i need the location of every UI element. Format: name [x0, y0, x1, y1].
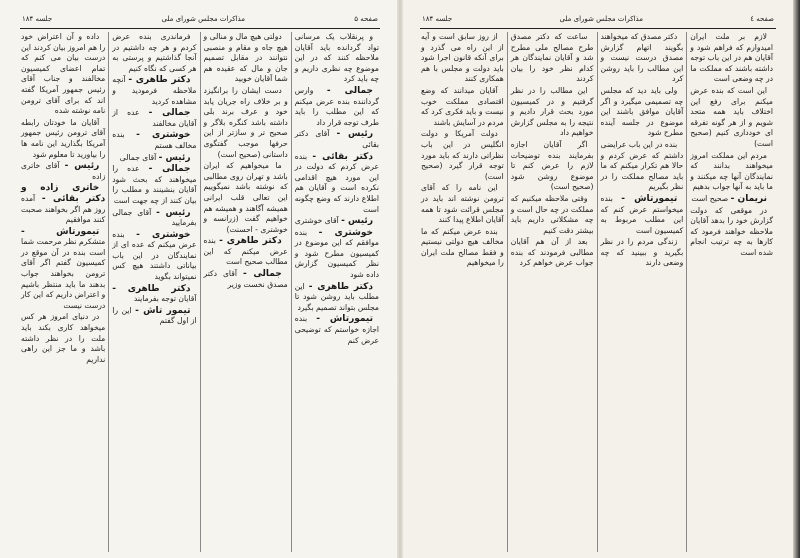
paragraph-text: متشکرم نظر مرحمت شما است بنده در آن موقع در کمیسیون گفتم اگر آقای ترومن بخواهند جواب بدهند ما باید منتظر باشیم و اعتراض داریم که این کار درست نیست [21, 237, 106, 310]
paragraph-text: این مطلب باید روشن شود تا مجلس بتواند تصمیم بگیرد [294, 281, 379, 312]
text-columns [18, 32, 382, 552]
paragraph-text: وارس گرداننده بنده عرض میکنم که این مطلب را باید طرف توجه قرار داد [294, 85, 379, 127]
paragraph [690, 151, 773, 193]
paragraph-text: آقای دکتر مصدق نخست وزیر [203, 269, 288, 289]
paragraph-text: بنده در این باب عرایضی داشتم که عرض کردم و حالا هم تکرار میکنم که ما باید مصالح مملکت را در نظر بگیریم [600, 139, 684, 192]
paragraph [511, 32, 594, 85]
paragraph [112, 164, 196, 206]
paragraph [690, 194, 773, 205]
paragraph [511, 140, 594, 193]
paragraph-text: آمده روز هم اگر بخواهند صحبت کنند موافقیم [21, 193, 106, 225]
paragraph [601, 237, 684, 269]
paragraph [112, 153, 196, 164]
speaker-name: خاتری زاده و دکتر بقائی - [21, 183, 106, 204]
paragraph-text: در دنیای امروز هر کس میخواهد کاری بکند باید ملت را در نظر داشته باشد و ما جز این راهی نداریم [21, 312, 106, 364]
paragraph-text: آقایان ما خودتان رابطه آقای ترومن رئیس جمهور آمریکا بگذارید این نامه ها را بیاورید تا معلوم شود [21, 117, 106, 159]
speaker-name: تیمورتاش - [21, 226, 100, 237]
paragraph [112, 32, 196, 74]
paragraph [511, 194, 594, 236]
paragraph-text: بنده عرض میکنم که ما مخالف هیچ دولتی نیستیم و فقط مصالح ملت ایران را میخواهیم [421, 226, 504, 268]
header-rule [20, 28, 380, 29]
paragraph-text: این است که بنده عرض میکنم برای رفع این اختلاف باید همه متحد شویم و از هر گونه تفرقه ای خودداری کنیم (صحیح است) [690, 85, 773, 148]
speaker-name: خوشتری - [318, 227, 373, 238]
paragraph [295, 152, 379, 216]
paragraph [112, 130, 196, 151]
speaker-name: رئیس - [158, 152, 191, 163]
speaker-name: نریمان - [730, 193, 767, 204]
text-column [291, 32, 382, 552]
paragraph [204, 269, 288, 290]
paragraph [690, 32, 773, 85]
text-column [686, 32, 776, 552]
paragraph-text: این مطالب را در نظر گرفتیم و در کمیسیون مورد بحث قرار دادیم و نتیجه را به مجلس گزارش خواهیم داد [510, 85, 594, 138]
page-number: صفحه ٤ [750, 15, 774, 23]
paragraph-text: این نامه را که آقای ترومن نوشته اند باید در مجلس قرائت شود تا همه آقایان اطلاع پیدا کنند [421, 183, 504, 225]
paragraph-text: آقای جمالی بفرمایید [112, 207, 197, 228]
speaker-name: دکتر طاهری - [128, 75, 191, 86]
text-column [18, 32, 108, 552]
paragraph [295, 314, 379, 346]
header-rule [420, 28, 776, 29]
speaker-name: تیمورتاش - [621, 193, 678, 204]
speaker-name: دکتر بقائی - [312, 151, 373, 162]
speaker-name: رئیس - [341, 216, 373, 227]
paragraph [421, 86, 504, 128]
text-column [507, 32, 597, 552]
speaker-name: دکتر طاهری - [308, 281, 373, 292]
speaker-name: رئیس - [64, 161, 100, 172]
paragraph-text: بنده مخالف هستم [112, 130, 197, 150]
page-header [22, 13, 378, 25]
paragraph [112, 75, 196, 107]
paragraph-text: دولت آمریکا و دولت انگلیس در این باب نظراتی دارند که باید مورد توجه قرار گیرد (صحیح است) [421, 129, 504, 181]
page-header [422, 13, 774, 25]
paragraph-text: عده از آقایان مخالفند [112, 108, 197, 128]
paragraph [421, 183, 504, 225]
paragraph [21, 227, 105, 312]
paragraph [295, 32, 379, 85]
paragraph [112, 230, 196, 283]
paragraph [112, 306, 196, 327]
paragraph-text: بعد از آن هم آقایان مطالبی فرمودند که بنده جواب عرض خواهم کرد [510, 237, 594, 268]
paragraph-text: و پرنقلاب یک مرسانی تواد گردانده باید آقایان ملاحظه کنند که در این موضوع چه نظری داریم و چه باید کرد [294, 32, 379, 84]
paragraph [204, 32, 288, 85]
paragraph-text: آقایان توجه بفرمایند [133, 294, 197, 304]
session-number: جلسه ۱۸۴ [422, 15, 453, 23]
paragraph [112, 208, 196, 229]
paragraph-text: آقای دکتر بقائی [294, 129, 379, 149]
paragraph [295, 216, 379, 227]
paragraph-text: زندگی مردم را در نظر بگیرید و ببینید که چه وضعی دارند [600, 237, 684, 268]
paragraph-text: آنچه ملاحظه فرمودید و مشاهده کردید [112, 75, 197, 106]
paragraph-text: دکتر مصدق که میخواهند بگویند اتهام گزارش مصدق درست نیست و این مطالب را باید روشن کرد [600, 32, 684, 84]
text-column [108, 32, 199, 552]
text-column [418, 32, 507, 552]
publication-title: مذاکرات مجلس شورای ملی [161, 15, 245, 23]
paragraph [511, 237, 594, 269]
paragraph-text: دولتی هیچ مال و منالی و هیچ جاه و مقام و منصبی نتوانند در مقابل تصمیم جان و مال که عقیده هم شما آقایان خوبید [203, 32, 288, 84]
paragraph [204, 161, 288, 235]
paragraph [690, 206, 773, 259]
paragraph-text: داده و آن اعتراض خود را هم امروز بیان کردند این درست بیان می کنم که تمام اعضای کمیسیون مخالفند و جناب آقای رئیس جمهور آمریکا گفته اند که برای آقای ترومن نامه نوشته شده [21, 32, 106, 116]
speaker-name: رئیس - [156, 207, 191, 218]
paragraph-text: آقایان میدانند که وضع اقتصادی مملکت خوب نیست و باید فکری کرد که مردم در آسایش باشند [421, 85, 504, 127]
paragraph [112, 108, 196, 129]
paragraph [204, 236, 288, 268]
paragraph [511, 86, 594, 139]
paragraph-text: مردم این مملکت امروز میخواهند بدانند که نمایندگان آنها چه میکنند و ما باید به آنها جواب بدهیم [690, 150, 773, 192]
speaker-name: رئیس - [336, 129, 373, 140]
page-number: صفحه ۵ [354, 15, 378, 23]
paragraph-text: آقای خاتری زاده [21, 161, 106, 181]
session-number: جلسه ۱۸۴ [22, 15, 53, 23]
paragraph-text: ساعت که دکتر مصدق طرح مصالح ملی مطرح شد و آقایان نمایندگان هر کدام نظر خود را بیان کردند [510, 32, 594, 84]
speaker-name: دکتر طاهری - [219, 236, 282, 247]
paragraph [295, 228, 379, 281]
page-4 [400, 0, 800, 558]
binding-edge-shadow [793, 0, 800, 558]
paragraph-text: از روز سابق است و آیه از این راه می گذرد و برای آنکه قانون اجرا شود باید دولت و مجلس با هم همکاری کنند [421, 32, 504, 84]
paragraph [204, 86, 288, 160]
paragraph [421, 129, 504, 182]
paragraph [112, 284, 196, 305]
paragraph [21, 161, 105, 182]
text-columns [418, 32, 776, 552]
paragraph-text: بنده موافقم که این موضوع در کمیسیون مطرح شود و نظر کمیسیون گزارش داده شود [294, 227, 379, 280]
paragraph [295, 129, 379, 150]
paragraph [601, 194, 684, 236]
paragraph [421, 32, 504, 85]
paragraph-text: اگر آقایان اجازه بفرمایند بنده توضیحات لازم را عرض کنم تا موضوع روشن شود (صحیح است) [510, 139, 594, 192]
paragraph [21, 312, 105, 365]
paragraph-text: آقای جمالی [119, 152, 157, 162]
paragraph-text: بنده عرض میکنم که عده ای از نمایندگان در این باب بیاناتی داشتند هیچ کس نمیتواند بگوید [112, 229, 197, 282]
paragraph-text: دست ایشان را برانگیزد و بر خلاف راه جریان یابد خود و عرف برند بلی داشته باشد کنگره بلاگر و صحیح تر و سازتر از این حرفها موجب گفتگوی داستانی (صحیح است) [203, 85, 288, 159]
paragraph-text: بنده عرض میکنم که این مطالب صحیح است [203, 236, 288, 267]
paragraph-text: لازم بر ملت ایران امیدوارم که فراهم شود و آقایان هم در این باب توجه داشته باشند که مملکت ما در چه وضعی است [690, 32, 773, 84]
speaker-name: جمالی - [148, 164, 191, 175]
text-column [597, 32, 687, 552]
speaker-name: تیمورتاش - [316, 314, 373, 325]
publication-title: مذاکرات مجلس شورای ملی [559, 15, 643, 23]
paragraph-text: ولی باید دید که مجلس چه تصمیمی میگیرد و اگر آقایان موافق باشند این موضوع در جلسه آینده مطرح شود [600, 85, 684, 138]
paragraph [601, 32, 684, 85]
paragraph-text: این را از اول گفتم [112, 305, 197, 326]
speaker-name: خوشتری - [136, 130, 191, 141]
paragraph-text: ما میخواهیم که ایران باشد و تهران روی مطالبی که نوشته باشد نمیگوییم این تعالی قلب ایرانی همیشه آگاهند و همیشه هم خواهیم گفت (زرانسه و خوشتری - احسنت) [203, 161, 288, 234]
paragraph [295, 86, 379, 128]
paragraph-text: وقتی ملاحظه میکنیم که مملکت در چه حال است و چه مشکلاتی داریم باید بیشتر دقت کنیم [510, 193, 594, 235]
paragraph [690, 86, 773, 150]
paragraph-text: فرماندری بنده عرض کردم و هر چه داشتیم در آنجا گذاشتیم و پرستی به هر کسی که نگاه کنیم [112, 32, 197, 73]
paragraph-text: بنده اجازه خواستم که توضیحی عرض کنم [294, 314, 379, 345]
paragraph [295, 282, 379, 314]
speaker-name: خوشتری - [136, 229, 191, 240]
paragraph-text: صحیح است [691, 193, 729, 203]
speaker-name: تیمور تاش - [135, 305, 191, 316]
paragraph [21, 118, 105, 160]
paragraph [21, 32, 105, 117]
paragraph-text: بنده عرض کردم که دولت در این مورد هیچ اقدامی نکرده است و آقایان هم اطلاع دارند که وضع چگونه است [294, 151, 379, 214]
paragraph-text: آقای خوشتری [294, 216, 339, 226]
center-fold [397, 0, 403, 558]
text-column [200, 32, 291, 552]
speaker-name: دکتر طاهری - [112, 283, 191, 294]
paragraph-text: در موقعی که دولت گزارش خود را بدهد آقایان ملاحظه خواهند فرمود که کارها به چه ترتیب انجام شده است [690, 205, 773, 257]
paragraph [421, 227, 504, 269]
paragraph [601, 86, 684, 139]
speaker-name: جمالی - [326, 85, 373, 96]
speaker-name: جمالی - [242, 269, 282, 280]
speaker-name: جمالی - [148, 108, 191, 119]
paragraph-text: بنده میخواستم عرض کنم که این مطلب مربوط به کمیسیون است [600, 193, 684, 235]
paragraph-text: عده را میخواهند که بحث شود آقایان بنشینند و مطلب را بیان کنند از چه جهت است [112, 164, 197, 205]
paragraph [601, 140, 684, 193]
paragraph [21, 183, 105, 225]
